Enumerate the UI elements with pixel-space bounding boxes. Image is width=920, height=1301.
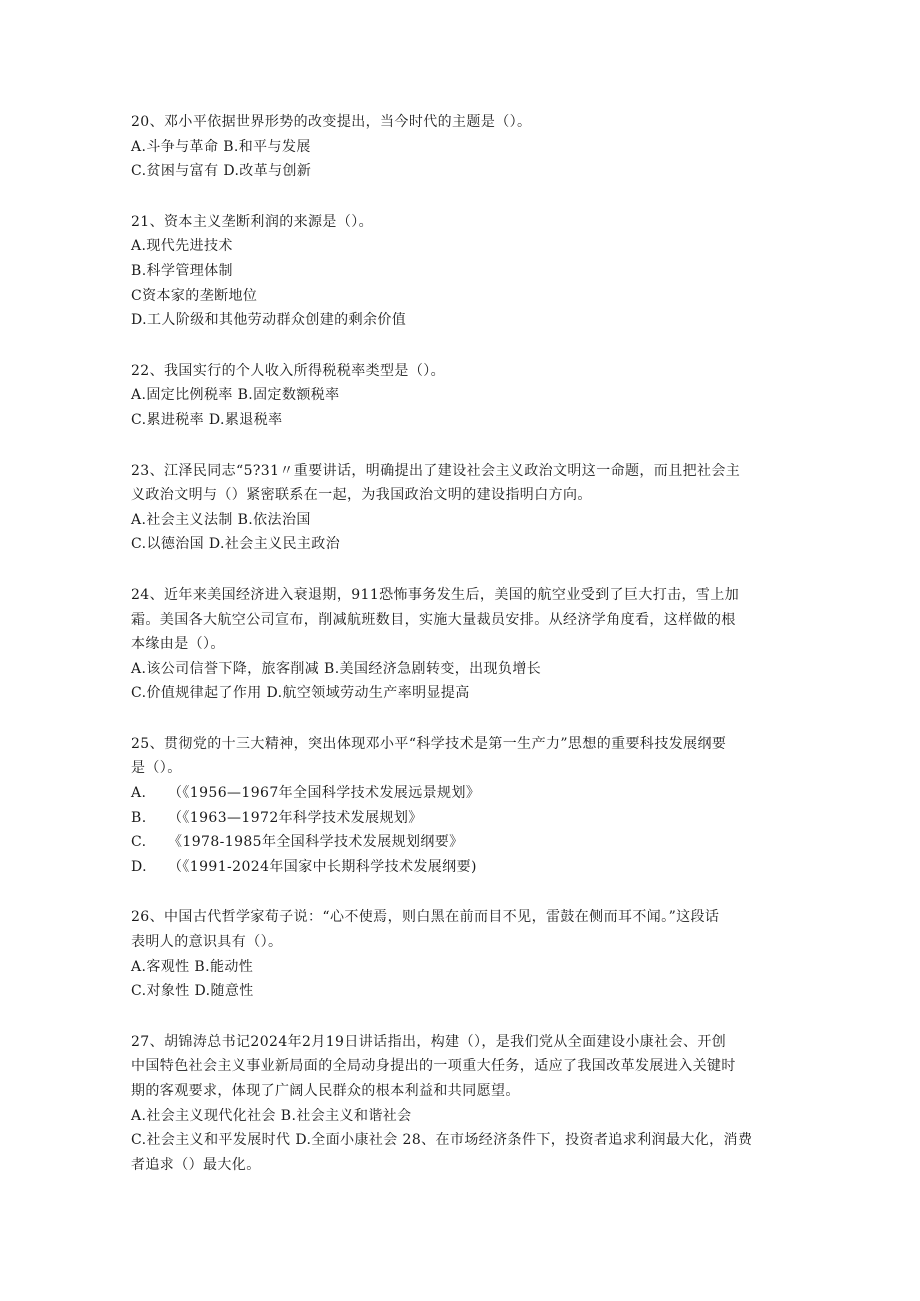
option-label: B. [131, 809, 147, 826]
option-line: B.科学管理体制 [131, 262, 233, 279]
option-line: C.社会主义和平发展时代 D.全面小康社会 28、在市场经济条件下，投资者追求利润最大化，消费 [131, 1132, 753, 1149]
option-label: D. [131, 858, 147, 875]
question-stem-continued: 是（）。 [131, 760, 182, 777]
question-22 [131, 359, 791, 433]
option-line: 者追求（）最大化。 [131, 1156, 261, 1173]
option-line: A.客观性 B.能动性 [131, 958, 254, 975]
option-line: C.贫困与富有 D.改革与创新 [131, 163, 312, 180]
option-line: C.累进税率 D.累退税率 [131, 411, 283, 428]
question-20 [131, 110, 791, 184]
question-stem: 23、江泽民同志“5?31〃重要讲话，明确提出了建设社会主义政治文明这一命题，而且把社会主 [131, 462, 741, 479]
question-stem: 20、邓小平依据世界形势的改变提出，当今时代的主题是（）。 [131, 114, 532, 130]
question-stem-continued: 义政治文明与（）紧密联系在一起，为我国政治文明的建设指明白方向。 [131, 487, 592, 504]
question-list [131, 110, 791, 1203]
question-23 [131, 459, 791, 557]
question-stem-continued: 本缘由是（）。 [131, 636, 225, 653]
option-line: A.斗争与革命 B.和平与发展 [131, 138, 311, 155]
question-stem: 25、贯彻党的十三大精神，突出体现邓小平“科学技术是第一生产力”思想的重要科技发展纲要 [131, 735, 727, 752]
option-line: A.该公司信誉下降，旅客削减 B.美国经济急剧转变，出现负增长 [131, 660, 542, 677]
question-stem-continued: 霜。美国各大航空公司宣布，削减航班数目，实施大量裁员安排。从经济学角度看，这样做的根 [131, 611, 736, 628]
option-b [131, 806, 791, 831]
option-text: （《1991-2024年国家中长期科学技术发展纲要) [168, 858, 477, 875]
question-stem-continued: 中国特色社会主义事业新局面的全局动身提出的一项重大任务，适应了我国改革发展进入关键时 [131, 1058, 736, 1075]
option-label: C. [131, 834, 147, 851]
option-label: A. [131, 785, 147, 802]
option-line: C资本家的垄断地位 [131, 287, 258, 304]
question-21 [131, 210, 791, 333]
question-stem: 22、我国实行的个人收入所得税税率类型是（）。 [131, 362, 446, 379]
option-line: A.社会主义法制 B.依法治国 [131, 511, 311, 528]
option-c [131, 830, 791, 855]
question-27 [131, 1030, 791, 1178]
option-line: C.对象性 D.随意性 [131, 983, 254, 1000]
option-line: C.价值规律起了作用 D.航空领域劳动生产率明显提高 [131, 685, 470, 702]
question-stem: 21、资本主义垄断利润的来源是（）。 [131, 213, 374, 230]
question-stem: 26、中国古代哲学家荀子说：“心不使焉，则白黑在前而目不见，雷鼓在侧而耳不闻。”这段话 [131, 909, 720, 926]
question-24 [131, 583, 791, 706]
option-line: A.现代先进技术 [131, 238, 233, 255]
option-text: （《1963—1972年科学技术发展规划》 [168, 809, 423, 826]
option-text: 《1978-1985年全国科学技术发展规划纲要》 [168, 834, 464, 851]
question-26 [131, 905, 791, 1003]
question-stem: 24、近年来美国经济进入衰退期，911恐怖事务发生后，美国的航空业受到了巨大打击，雪上加 [131, 586, 740, 603]
question-25 [131, 732, 791, 880]
option-line: D.工人阶级和其他劳动群众创建的剩余价值 [131, 312, 407, 329]
option-text: （《1956—1967年全国科学技术发展远景规划》 [168, 785, 481, 802]
option-line: A.固定比例税率 B.固定数额税率 [131, 387, 340, 404]
option-a [131, 781, 791, 806]
question-stem: 27、胡锦涛总书记2024年2月19日讲话指出，构建（），是我们党从全面建设小康社会、开创 [131, 1033, 727, 1050]
option-d [131, 855, 791, 880]
question-stem-continued: 期的客观要求，体现了广阔人民群众的根本利益和共同愿望。 [131, 1083, 520, 1099]
option-line: A.社会主义现代化社会 B.社会主义和谐社会 [131, 1107, 412, 1124]
option-line: C.以德治国 D.社会主义民主政治 [131, 536, 341, 553]
question-stem-continued: 表明人的意识具有（）。 [131, 934, 283, 951]
